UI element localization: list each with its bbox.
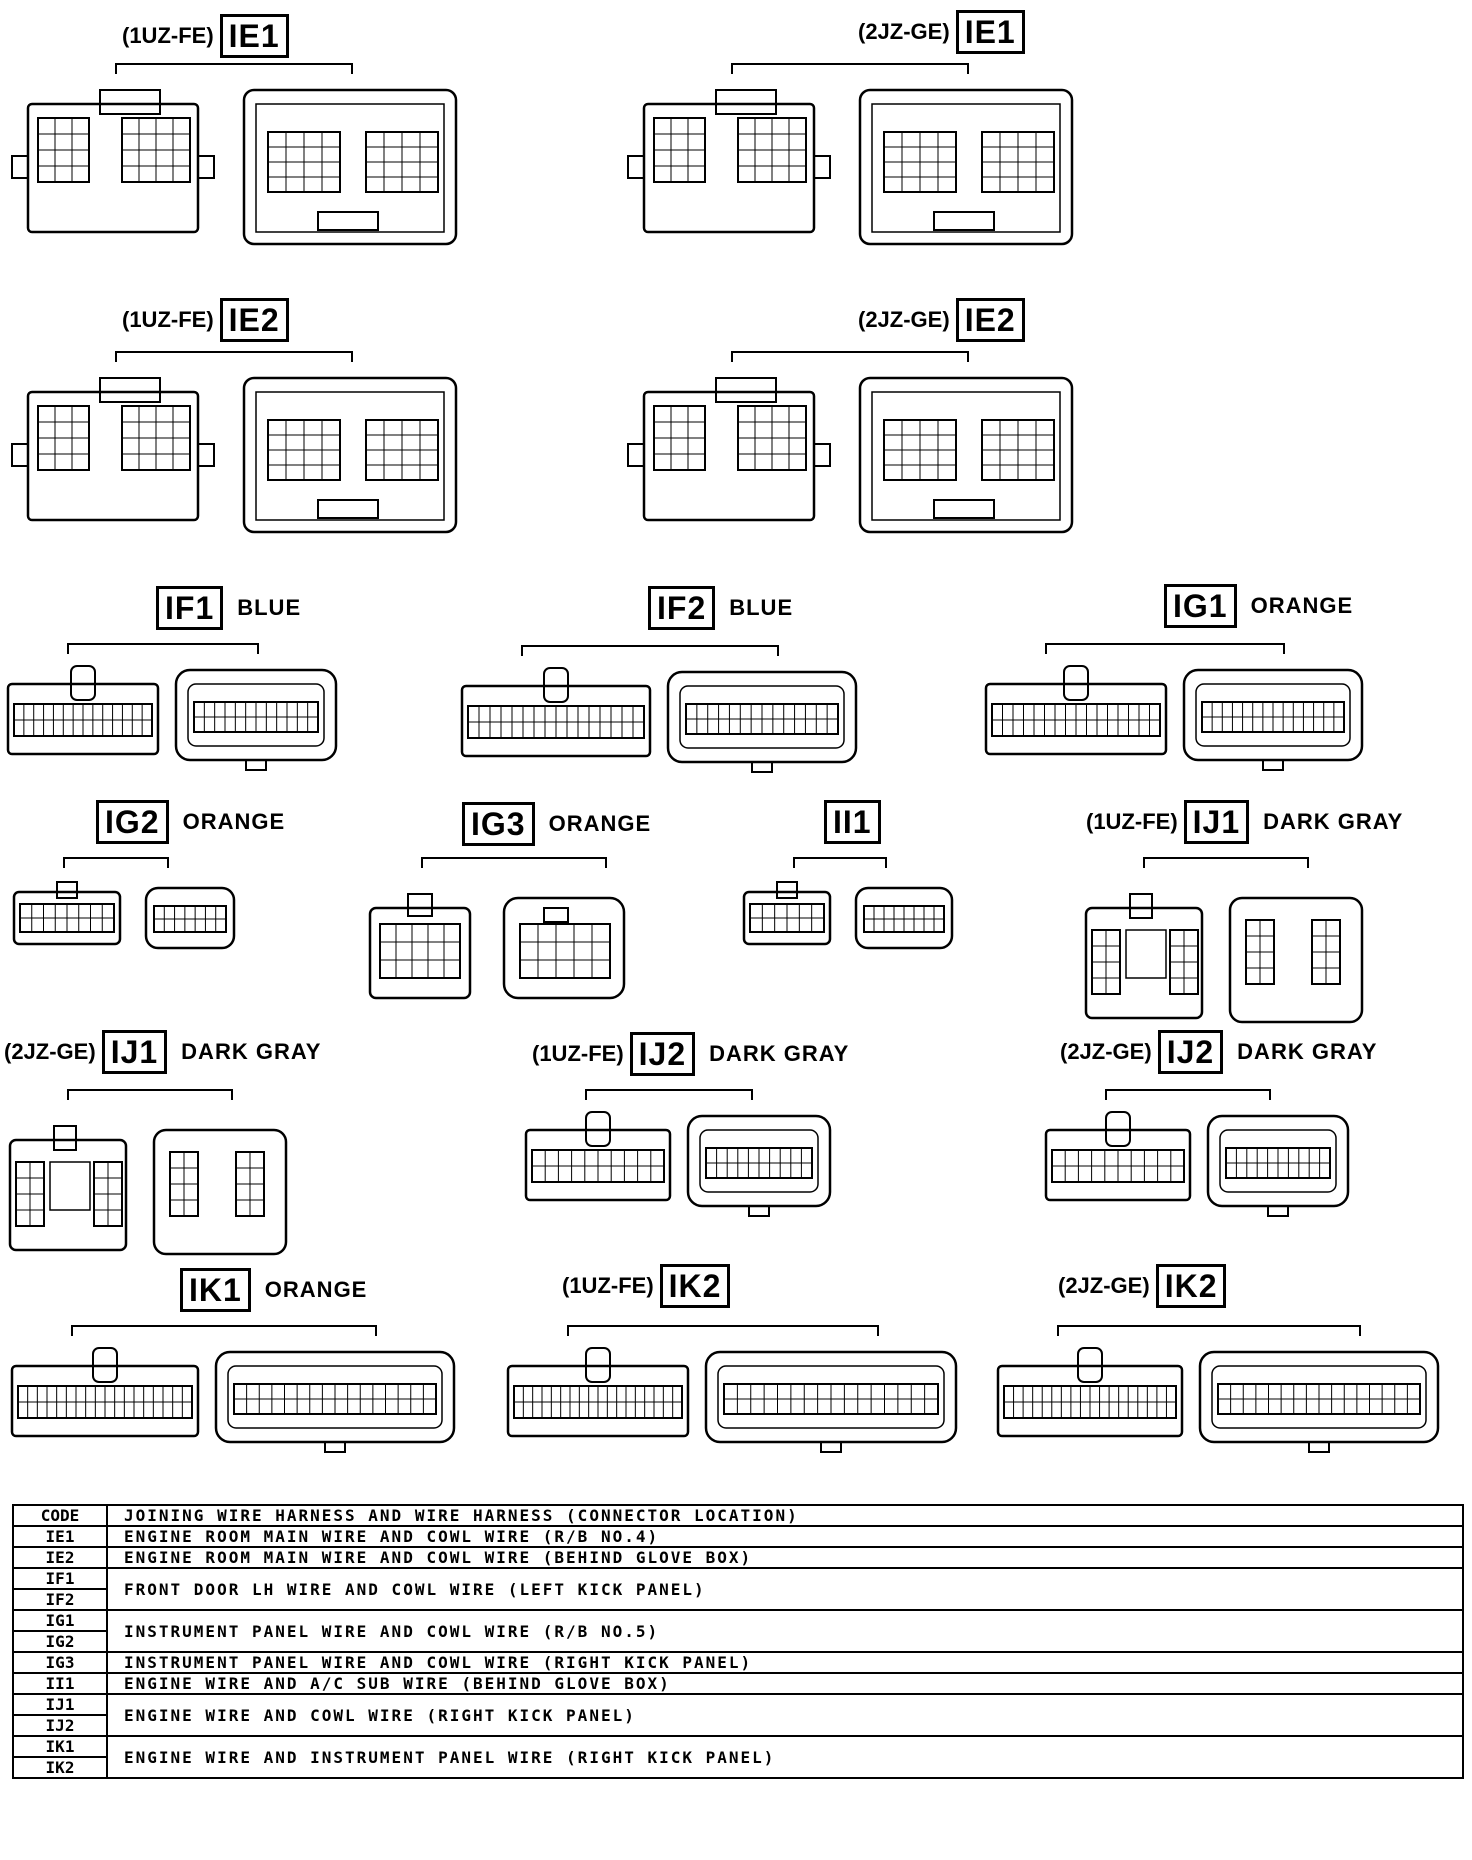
table-row [14, 1695, 1462, 1737]
locking-tab [246, 760, 266, 770]
table-desc: INSTRUMENT PANEL WIRE AND COWL WIRE (R/B NO.5) [124, 1621, 660, 1641]
locking-tab [716, 378, 776, 402]
connector-pair-bracket [1058, 1326, 1360, 1336]
wire-color: ORANGE [182, 809, 286, 834]
terminal-grid [520, 924, 610, 978]
mount-ear [814, 444, 830, 466]
connector-housing [370, 908, 470, 998]
connector-housing [1086, 908, 1202, 1018]
engine-variant: (1UZ-FE) [562, 1273, 654, 1298]
locking-tab [544, 908, 568, 922]
wire-color: DARK GRAY [1237, 1039, 1378, 1064]
locking-tab [1130, 894, 1152, 918]
connector-pair-bracket [522, 646, 778, 656]
locking-tab [408, 894, 432, 916]
table-code-cell [14, 1695, 108, 1735]
connector-pair-bracket [1106, 1090, 1270, 1100]
connector-code: IE2 [220, 298, 289, 342]
table-code: IK2 [45, 1758, 75, 1777]
engine-variant: (2JZ-GE) [1058, 1273, 1150, 1298]
table-header-code: CODE [40, 1506, 80, 1525]
connector-pair-bracket [732, 352, 968, 362]
locking-tab [1268, 1206, 1288, 1216]
connector-housing [244, 90, 456, 244]
table-header-row [14, 1506, 1462, 1527]
table-code-cell [14, 1611, 108, 1651]
connector-code: IJ2 [630, 1032, 695, 1076]
table-code: IF2 [45, 1590, 75, 1609]
connector-housing [504, 898, 624, 998]
mount-ear [198, 444, 214, 466]
table-row [14, 1611, 1462, 1653]
connector-housing [244, 378, 456, 532]
connector-code: II1 [824, 800, 881, 844]
terminal-large [50, 1162, 90, 1210]
locking-tab [100, 378, 160, 402]
table-code-cell [14, 1506, 108, 1525]
wire-color: BLUE [729, 595, 794, 620]
connector-pair-bracket [72, 1326, 376, 1336]
connector-code: IF1 [156, 586, 223, 630]
wire-color: ORANGE [548, 811, 652, 836]
table-code-cell [14, 1548, 108, 1567]
locking-tab [325, 1442, 345, 1452]
connector-code: IK2 [660, 1264, 731, 1308]
wire-color: DARK GRAY [1263, 809, 1404, 834]
locking-tab [318, 212, 378, 230]
locking-tab [821, 1442, 841, 1452]
locking-tab [1309, 1442, 1329, 1452]
locking-tab [716, 90, 776, 114]
connector-code: IJ2 [1158, 1030, 1223, 1074]
wire-color: DARK GRAY [181, 1039, 322, 1064]
connector-code-table [12, 1504, 1464, 1779]
connector-pair-bracket [116, 352, 352, 362]
table-row [14, 1653, 1462, 1674]
table-desc: INSTRUMENT PANEL WIRE AND COWL WIRE (RIGHT KICK PANEL) [124, 1653, 753, 1672]
table-desc: ENGINE WIRE AND A/C SUB WIRE (BEHIND GLOVE BOX) [124, 1674, 671, 1693]
table-desc: ENGINE ROOM MAIN WIRE AND COWL WIRE (BEHIND GLOVE BOX) [124, 1548, 753, 1567]
connector-code: IJ1 [102, 1030, 167, 1074]
table-row [14, 1674, 1462, 1695]
connector-pair-bracket [586, 1090, 752, 1100]
connector-code: IE1 [956, 10, 1025, 54]
mount-ear [12, 156, 28, 178]
table-code: IG3 [45, 1653, 75, 1672]
mount-ear [628, 444, 644, 466]
locking-tab [100, 90, 160, 114]
locking-tab [318, 500, 378, 518]
mount-ear [628, 156, 644, 178]
connector-pair-bracket [422, 858, 606, 868]
table-code: IE1 [45, 1527, 75, 1546]
table-desc: ENGINE WIRE AND COWL WIRE (RIGHT KICK PANEL) [124, 1705, 636, 1725]
connector-housing [146, 888, 234, 948]
connector-code: IE1 [220, 14, 289, 58]
wire-color: ORANGE [264, 1277, 368, 1302]
locking-tab [54, 1126, 76, 1150]
engine-variant: (2JZ-GE) [1060, 1039, 1152, 1064]
locking-tab [1263, 760, 1283, 770]
connector-housing [10, 1140, 126, 1250]
mount-ear [12, 444, 28, 466]
table-code: IJ1 [14, 1695, 106, 1716]
connector-pair-bracket [116, 64, 352, 74]
connector-pair-bracket [568, 1326, 878, 1336]
engine-variant: (1UZ-FE) [122, 23, 214, 48]
connector-pair-bracket [64, 858, 168, 868]
engine-variant: (2JZ-GE) [858, 307, 950, 332]
engine-variant: (2JZ-GE) [858, 19, 950, 44]
wire-color: ORANGE [1250, 593, 1354, 618]
table-desc: ENGINE WIRE AND INSTRUMENT PANEL WIRE (RIGHT KICK PANEL) [124, 1747, 776, 1767]
table-header-desc: JOINING WIRE HARNESS AND WIRE HARNESS (CONNECTOR LOCATION) [124, 1506, 799, 1525]
connector-housing [860, 90, 1072, 244]
connector-housing [154, 1130, 286, 1254]
connector-pair-bracket [68, 1090, 232, 1100]
table-code: IF1 [14, 1569, 106, 1590]
table-code-cell [14, 1653, 108, 1672]
table-row [14, 1569, 1462, 1611]
engine-variant: (1UZ-FE) [532, 1041, 624, 1066]
connector-code: IJ1 [1184, 800, 1249, 844]
connector-code: IG1 [1164, 584, 1237, 628]
table-row [14, 1548, 1462, 1569]
table-code-cell [14, 1527, 108, 1546]
table-desc: ENGINE ROOM MAIN WIRE AND COWL WIRE (R/B NO.4) [124, 1527, 660, 1546]
wire-color: DARK GRAY [709, 1041, 850, 1066]
table-code: IG2 [45, 1632, 75, 1651]
connector-housing [860, 378, 1072, 532]
mount-ear [198, 156, 214, 178]
mount-ear [814, 156, 830, 178]
table-code-cell [14, 1737, 108, 1777]
connector-code: IG2 [96, 800, 169, 844]
table-code: II1 [45, 1674, 75, 1693]
table-row [14, 1527, 1462, 1548]
table-code-cell [14, 1569, 108, 1609]
table-code: IJ2 [45, 1716, 75, 1735]
connector-pair-bracket [794, 858, 886, 868]
locking-tab [749, 1206, 769, 1216]
connector-pair-bracket [1046, 644, 1284, 654]
engine-variant: (1UZ-FE) [122, 307, 214, 332]
wire-color: BLUE [237, 595, 302, 620]
connector-code: IK1 [180, 1268, 251, 1312]
table-code: IE2 [45, 1548, 75, 1567]
connector-code: IK2 [1156, 1264, 1227, 1308]
connector-pair-bracket [68, 644, 258, 654]
locking-tab [934, 212, 994, 230]
table-code: IG1 [14, 1611, 106, 1632]
locking-tab [752, 762, 772, 772]
table-row [14, 1737, 1462, 1777]
connector-code: IE2 [956, 298, 1025, 342]
terminal-grid [380, 924, 460, 978]
connector-pair-bracket [1144, 858, 1308, 868]
locking-tab [777, 882, 797, 898]
connector-pair-bracket [732, 64, 968, 74]
connector-housing [1230, 898, 1362, 1022]
engine-variant: (2JZ-GE) [4, 1039, 96, 1064]
table-code: IK1 [14, 1737, 106, 1758]
locking-tab [934, 500, 994, 518]
terminal-large [1126, 930, 1166, 978]
connector-code: IG3 [462, 802, 535, 846]
locking-tab [57, 882, 77, 898]
table-code-cell [14, 1674, 108, 1693]
table-desc: FRONT DOOR LH WIRE AND COWL WIRE (LEFT KICK PANEL) [124, 1579, 706, 1599]
connector-code: IF2 [648, 586, 715, 630]
engine-variant: (1UZ-FE) [1086, 809, 1178, 834]
